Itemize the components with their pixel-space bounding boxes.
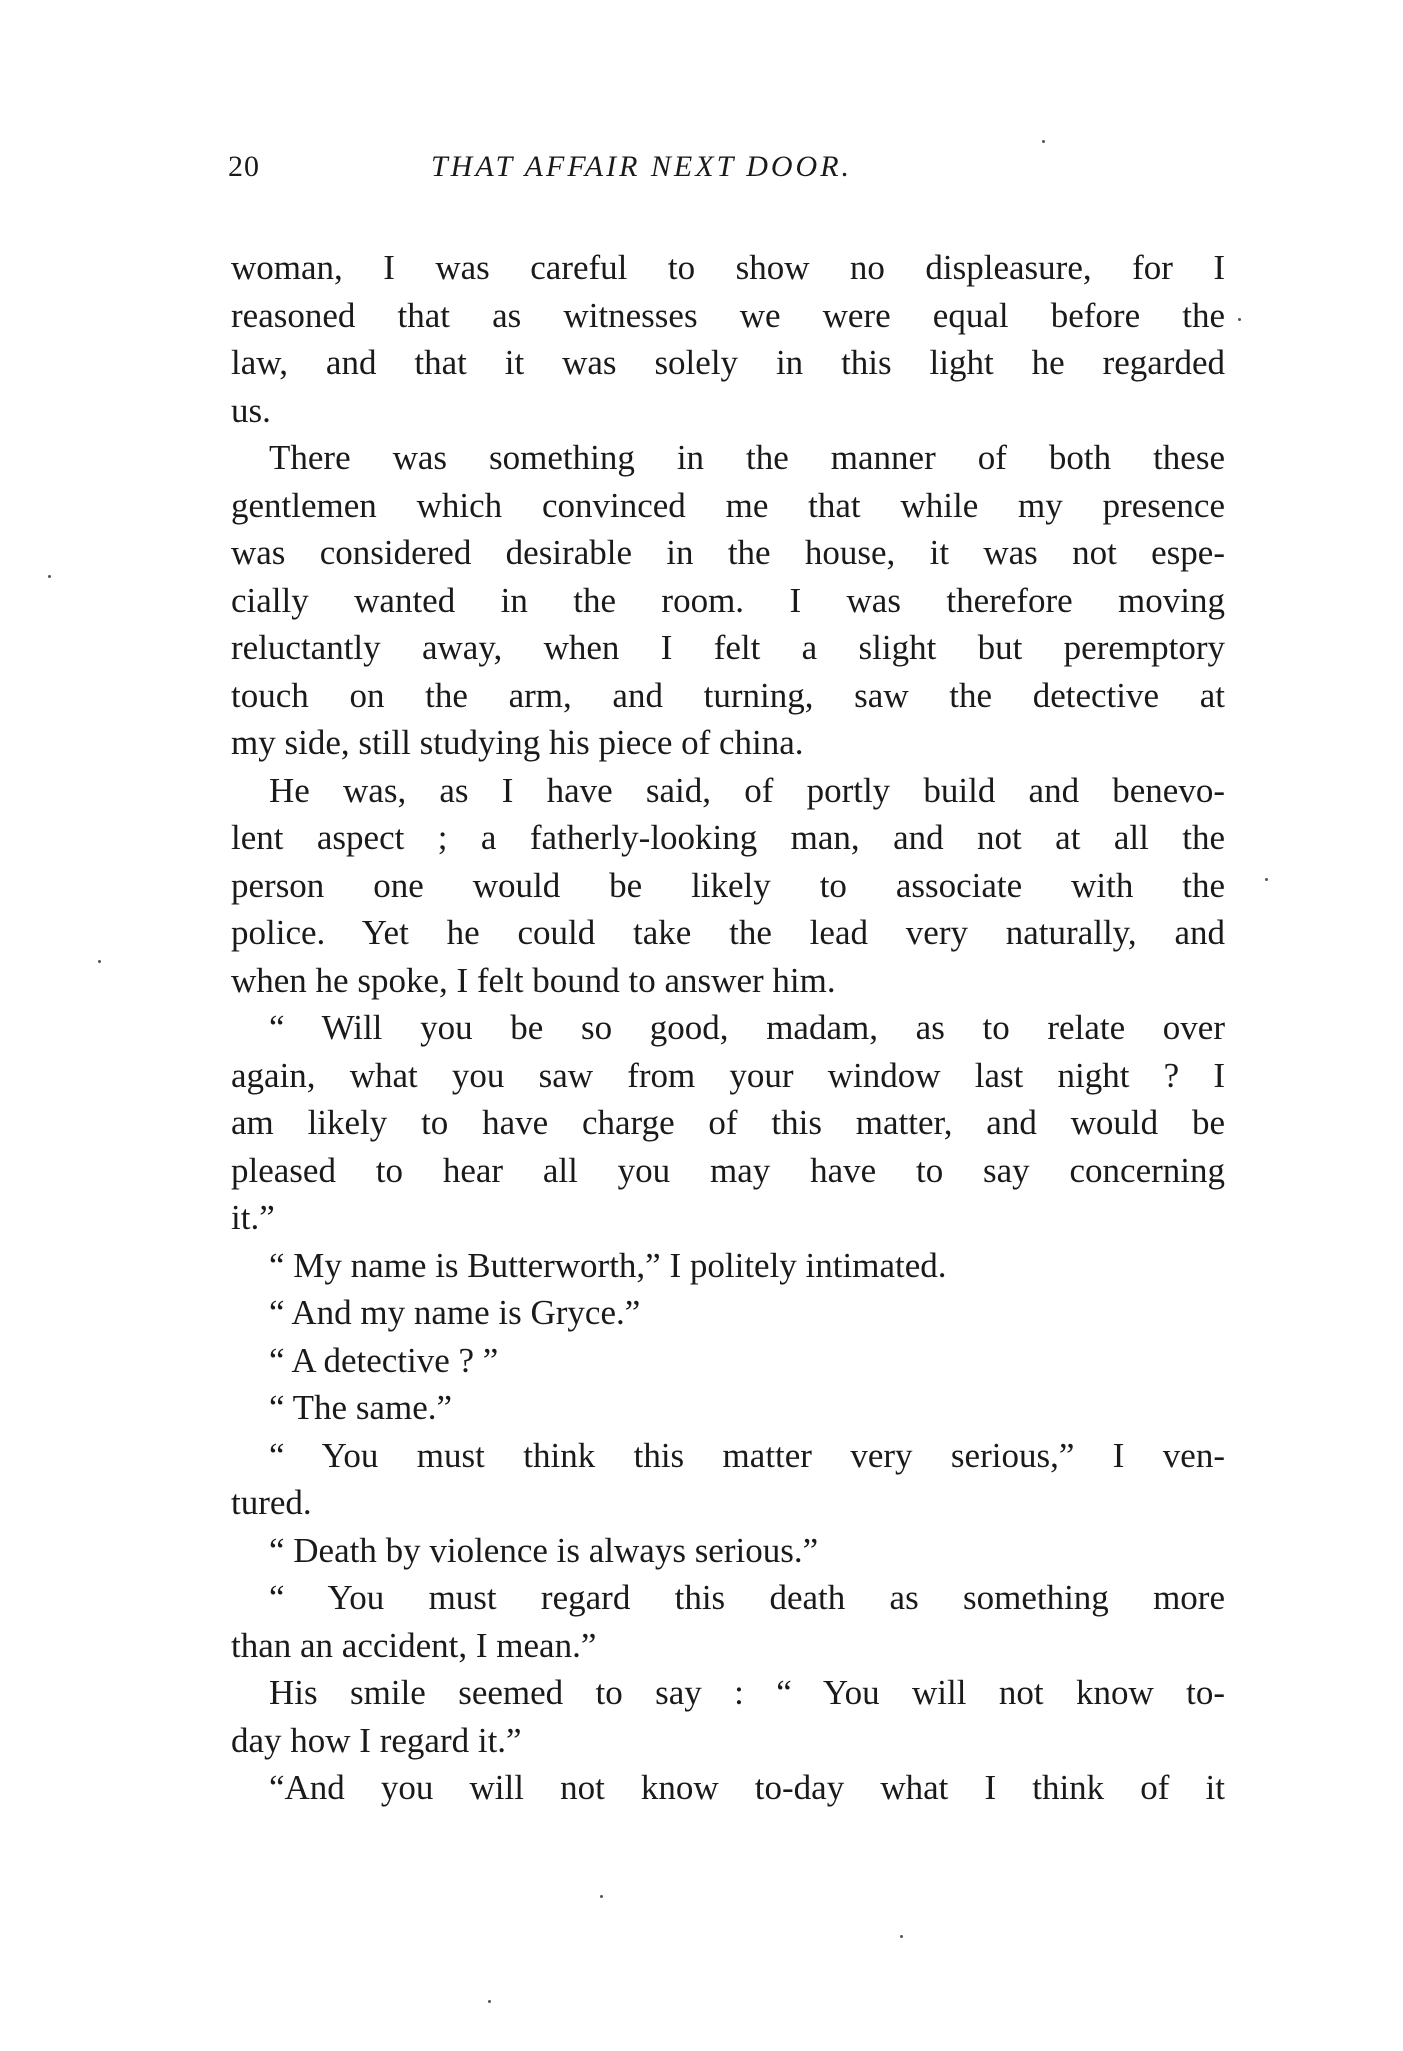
text-line: “ And my name is Gryce.” (269, 1293, 641, 1332)
text-line: lent aspect ; a fatherly-looking man, and not at all the (231, 818, 1225, 857)
text-line: cially wanted in the room. I was therefore moving (231, 580, 1225, 620)
text-line: my side, still studying his piece of china. (231, 723, 804, 762)
speck (1042, 140, 1045, 143)
text-line: am likely to have charge of this matter, and would be (231, 1103, 1225, 1142)
page-number: 20 (228, 150, 260, 183)
text-line: “ You must regard this death as something more (269, 1578, 1225, 1617)
text-line: police. Yet he could take the lead very naturally, and (231, 913, 1225, 952)
speck (600, 1895, 603, 1898)
speck (98, 960, 101, 963)
text-line: law, and that it was solely in this light he regarded (231, 343, 1225, 382)
text-line: gentlemen which convinced me that while my presence (231, 485, 1225, 525)
text-line: “ The same.” (269, 1388, 453, 1427)
speck (48, 575, 51, 578)
text-line: He was, as I have said, of portly build and benevo- (269, 770, 1225, 810)
text-line: tured. (231, 1483, 312, 1522)
text-line: us. (231, 390, 271, 430)
text-line: There was something in the manner of both these (269, 438, 1225, 477)
speck (900, 1935, 903, 1938)
text-line: “ My name is Butterworth,” I politely intimated. (269, 1245, 947, 1285)
text-line: pleased to hear all you may have to say concerning (231, 1150, 1225, 1190)
text-line: “And you will not know to-day what I think of it (269, 1768, 1225, 1807)
running-head: THAT AFFAIR NEXT DOOR. (431, 150, 853, 183)
text-line: “ Will you be so good, madam, as to relate over (269, 1008, 1225, 1047)
page-header (228, 150, 1228, 196)
speck (488, 2000, 491, 2003)
text-line: reluctantly away, when I felt a slight but peremptory (231, 628, 1225, 667)
text-line: “ A detective ? ” (269, 1340, 499, 1380)
text-line: it.” (231, 1198, 275, 1237)
speck (1238, 318, 1241, 321)
text-line: “ You must think this matter very serious,” I ven- (269, 1435, 1225, 1475)
text-line: than an accident, I mean.” (231, 1625, 597, 1665)
speck (1265, 878, 1268, 881)
text-line: person one would be likely to associate with the (231, 865, 1225, 905)
text-line: was considered desirable in the house, it was not espe- (231, 533, 1225, 572)
text-line: when he spoke, I felt bound to answer him. (231, 960, 836, 1000)
text-line: again, what you saw from your window last night ? I (231, 1055, 1225, 1095)
text-line: “ Death by violence is always serious.” (269, 1530, 819, 1570)
text-line: day how I regard it.” (231, 1720, 522, 1760)
text-line: woman, I was careful to show no displeasure, for I (231, 248, 1225, 287)
text-line: touch on the arm, and turning, saw the detective at (231, 675, 1225, 715)
text-line: His smile seemed to say : “ You will not know to- (269, 1673, 1225, 1712)
text-line: reasoned that as witnesses we were equal before the (231, 295, 1225, 335)
body-text (231, 244, 1225, 1812)
